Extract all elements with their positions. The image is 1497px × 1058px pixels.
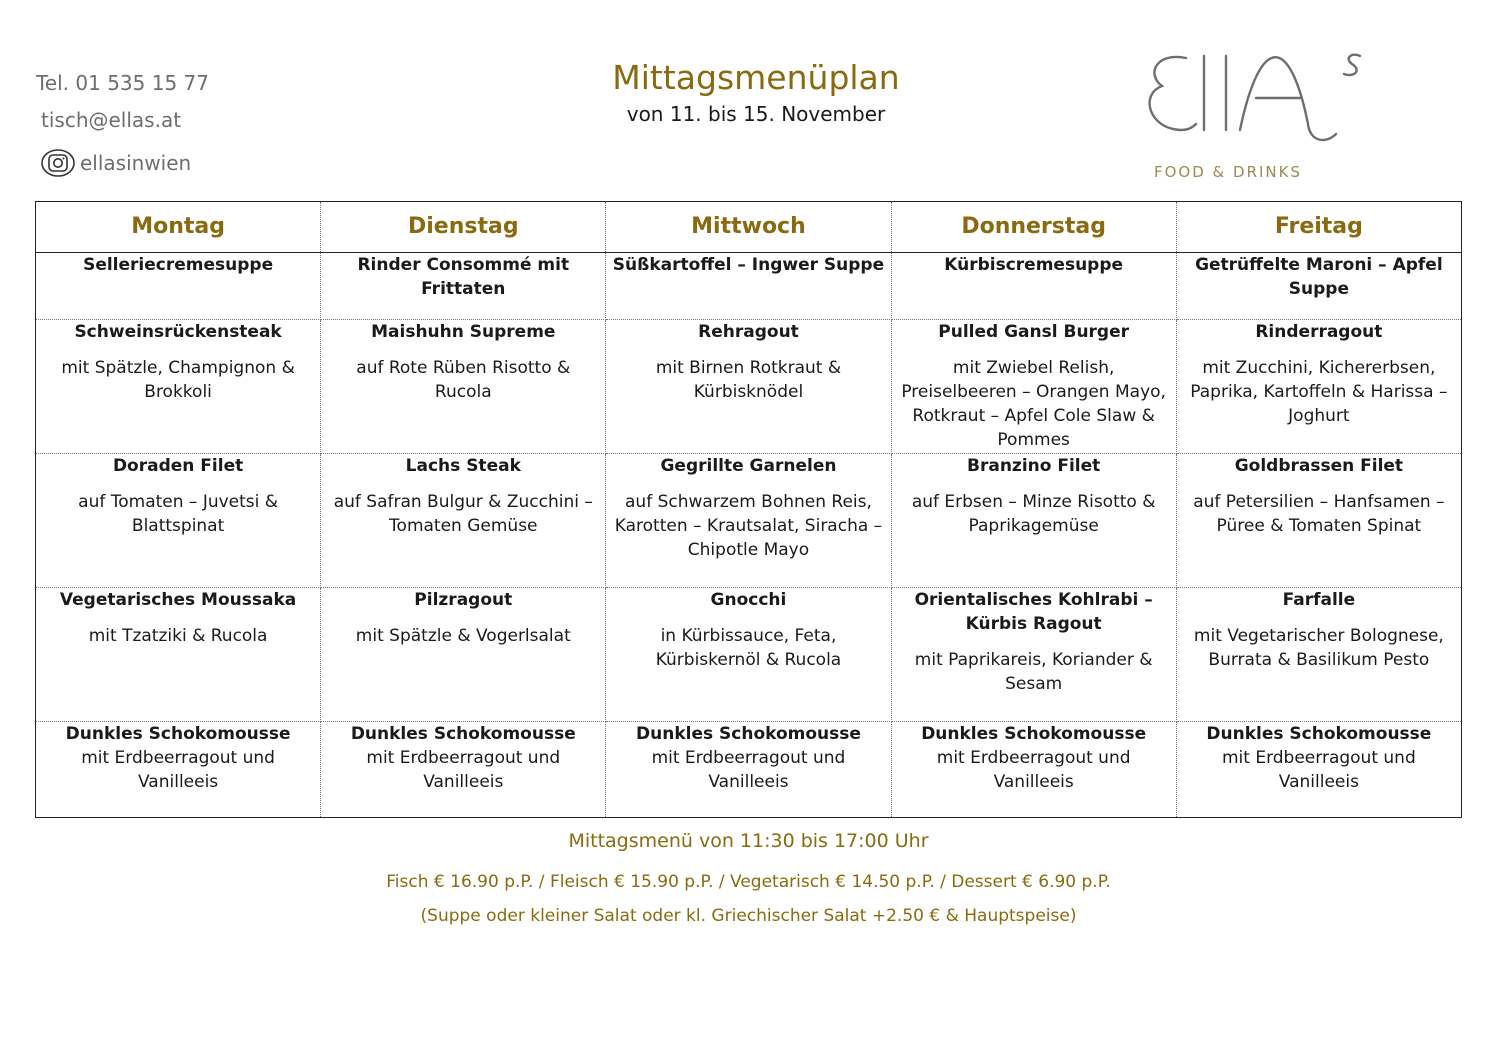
price-list: Fisch € 16.90 p.P. / Fleisch € 15.90 p.P. / Vegetarisch € 14.50 p.P. / Dessert € 6.90 p.P.	[386, 872, 1111, 892]
weekly-menu-table	[35, 201, 1462, 818]
dish-description: mit Spätzle, Champignon & Brokkoli	[61, 358, 295, 402]
dish-name: Lachs Steak	[405, 456, 521, 476]
dish-description: mit Erdbeerragout und Vanilleeis	[651, 748, 846, 792]
email-address: tisch@ellas.at	[41, 108, 182, 132]
day-wednesday: Mittwoch	[606, 202, 891, 253]
dish-name: Goldbrassen Filet	[1234, 456, 1404, 476]
dish-description: mit Zucchini, Kichererbsen, Paprika, Kartoffeln & Harissa – Joghurt	[1190, 358, 1448, 426]
soup-name: Getrüffelte Maroni – Apfel Suppe	[1195, 255, 1443, 299]
day-header-row	[36, 202, 1462, 253]
meat-row	[36, 320, 1462, 454]
dish-description: mit Paprikareis, Koriander & Sesam	[914, 650, 1153, 694]
soup-name: Süßkartoffel – Ingwer Suppe	[612, 255, 885, 275]
dish-name: Pilzragout	[414, 590, 513, 610]
fish-cell	[321, 454, 606, 588]
day-tuesday: Dienstag	[321, 202, 606, 253]
dish-description: mit Tzatziki & Rucola	[88, 626, 268, 646]
dish-description: mit Birnen Rotkraut & Kürbisknödel	[655, 358, 842, 402]
dish-name: Orientalisches Kohlrabi – Kürbis Ragout	[914, 590, 1153, 634]
dish-name: Dunkles Schokomousse	[636, 724, 861, 744]
dish-name: Branzino Filet	[967, 456, 1101, 476]
meat-cell	[891, 320, 1176, 454]
dish-name: Maishuhn Supreme	[371, 322, 556, 342]
soup-name: Kürbiscremesuppe	[944, 255, 1124, 275]
day-thursday: Donnerstag	[891, 202, 1176, 253]
dish-description: auf Tomaten – Juvetsi & Blattspinat	[78, 492, 279, 536]
vegetarian-cell	[321, 588, 606, 722]
contact-block	[36, 70, 209, 181]
vegetarian-row	[36, 588, 1462, 722]
instagram-icon	[40, 148, 76, 178]
soup-cell	[891, 253, 1176, 320]
soup-cell	[36, 253, 321, 320]
lunch-hours: Mittagsmenü von 11:30 bis 17:00 Uhr	[568, 830, 929, 852]
dish-description: auf Safran Bulgur & Zucchini – Tomaten Gemüse	[333, 492, 593, 536]
dessert-row	[36, 722, 1462, 818]
soup-cell	[606, 253, 891, 320]
soup-row	[36, 253, 1462, 320]
instagram-name: ellasinwien	[80, 150, 192, 175]
vegetarian-cell	[606, 588, 891, 722]
soup-cell	[321, 253, 606, 320]
dish-name: Doraden Filet	[112, 456, 244, 476]
dessert-cell	[321, 722, 606, 818]
soup-name: Rinder Consommé mit Frittaten	[357, 255, 570, 299]
dish-name: Vegetarisches Moussaka	[59, 590, 297, 610]
dish-name: Dunkles Schokomousse	[1206, 724, 1432, 744]
dessert-cell	[891, 722, 1176, 818]
phone-number: Tel. 01 535 15 77	[36, 71, 209, 95]
meat-cell	[606, 320, 891, 454]
meat-cell	[1176, 320, 1461, 454]
dish-description: mit Spätzle & Vogerlsalat	[355, 626, 571, 646]
dish-description: mit Erdbeerragout und Vanilleeis	[81, 748, 275, 792]
instagram-handle-row	[36, 144, 209, 181]
dessert-cell	[606, 722, 891, 818]
dish-description: auf Erbsen – Minze Risotto & Paprikagemüse	[911, 492, 1156, 536]
vegetarian-cell	[891, 588, 1176, 722]
dessert-cell	[1176, 722, 1461, 818]
dish-name: Gnocchi	[710, 590, 787, 610]
fish-row	[36, 454, 1462, 588]
dish-name: Farfalle	[1282, 590, 1356, 610]
dish-name: Dunkles Schokomousse	[350, 724, 576, 744]
dish-description: auf Schwarzem Bohnen Reis, Karotten – Krautsalat, Siracha – Chipotle Mayo	[614, 492, 883, 560]
day-monday: Montag	[36, 202, 321, 253]
meat-cell	[321, 320, 606, 454]
day-friday: Freitag	[1176, 202, 1461, 253]
page-header	[506, 56, 1006, 126]
dish-description: mit Erdbeerragout und Vanilleeis	[366, 748, 561, 792]
dish-description: in Kürbissauce, Feta, Kürbiskernöl & Rucola	[655, 626, 842, 670]
page-title: Mittagsmenüplan	[612, 58, 900, 97]
dessert-cell	[36, 722, 321, 818]
dish-description: mit Zwiebel Relish, Preiselbeeren – Orangen Mayo, Rotkraut – Apfel Cole Slaw & Pommes	[901, 358, 1166, 450]
vegetarian-cell	[1176, 588, 1461, 722]
dish-name: Rehragout	[698, 322, 799, 342]
dish-description: mit Vegetarischer Bolognese, Burrata & Basilikum Pesto	[1193, 626, 1444, 670]
meat-cell	[36, 320, 321, 454]
price-note: (Suppe oder kleiner Salat oder kl. Griechischer Salat +2.50 € & Hauptspeise)	[420, 906, 1077, 926]
dish-name: Schweinsrückensteak	[74, 322, 282, 342]
dish-name: Pulled Gansl Burger	[938, 322, 1130, 342]
fish-cell	[36, 454, 321, 588]
dish-name: Dunkles Schokomousse	[921, 724, 1147, 744]
vegetarian-cell	[36, 588, 321, 722]
fish-cell	[1176, 454, 1461, 588]
dish-name: Rinderragout	[1255, 322, 1383, 342]
logo-tagline: FOOD & DRINKS	[1154, 163, 1302, 181]
dish-description: mit Erdbeerragout und Vanilleeis	[936, 748, 1131, 792]
dish-name: Gegrillte Garnelen	[660, 456, 837, 476]
dish-description: mit Erdbeerragout und Vanilleeis	[1221, 748, 1416, 792]
soup-cell	[1176, 253, 1461, 320]
soup-name: Selleriecremesuppe	[83, 255, 274, 275]
dish-description: auf Rote Rüben Risotto & Rucola	[356, 358, 571, 402]
dish-name: Dunkles Schokomousse	[65, 724, 291, 744]
dish-description: auf Petersilien – Hanfsamen – Püree & Tomaten Spinat	[1193, 492, 1445, 536]
fish-cell	[606, 454, 891, 588]
date-range: von 11. bis 15. November	[626, 102, 886, 126]
fish-cell	[891, 454, 1176, 588]
